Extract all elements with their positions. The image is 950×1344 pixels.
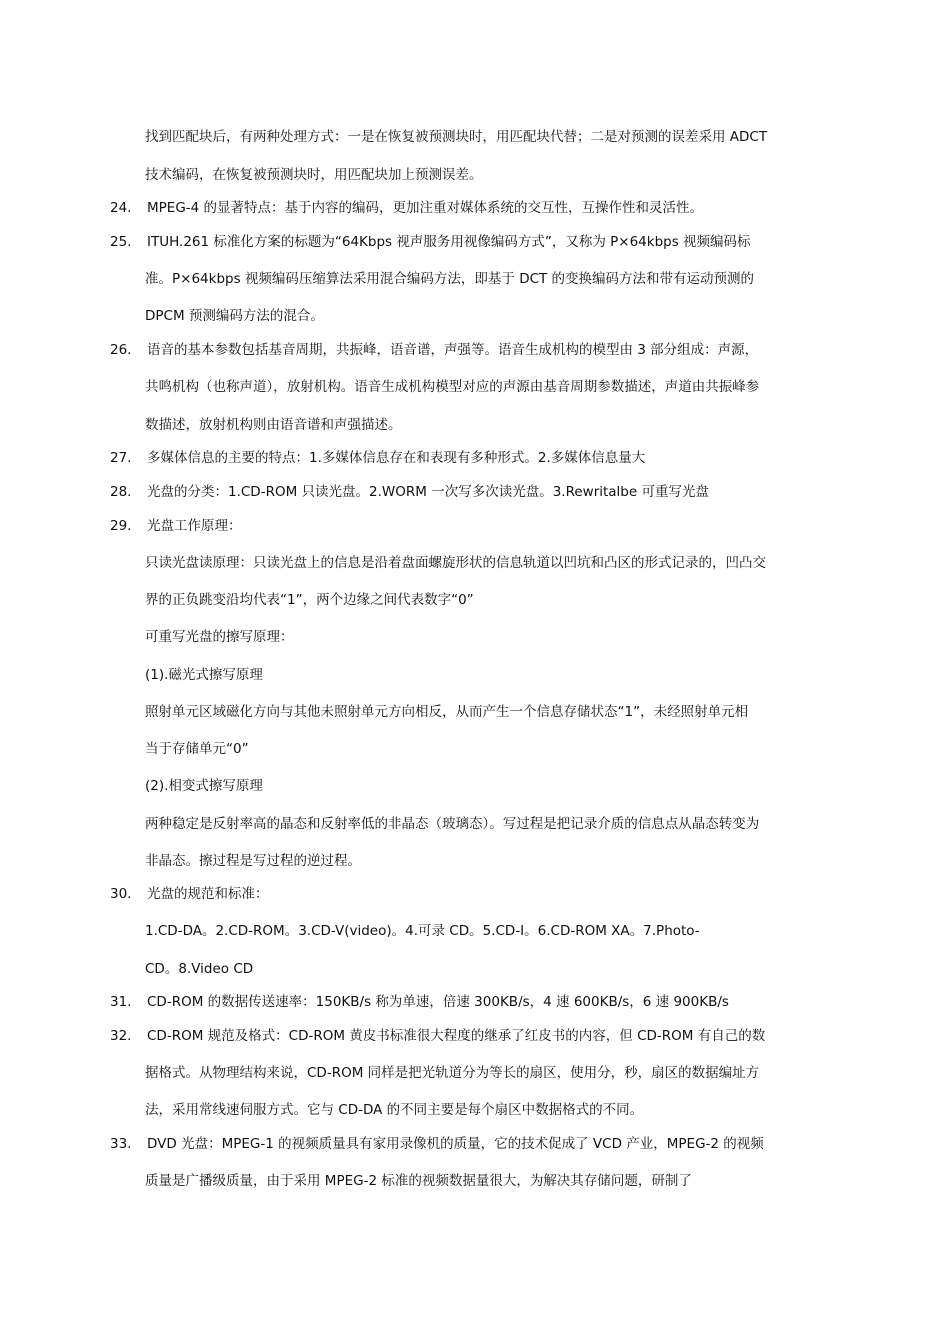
paragraph-line: 找到匹配块后，有两种处理方式：一是在恢复被预测块时，用匹配块代替；二是对预测的误差采用 ADCT [145, 129, 768, 145]
item-number: 30. [110, 886, 132, 902]
paragraph-line: 只读光盘读原理：只读光盘上的信息是沿着盘面螺旋形状的信息轨道以凹坑和凸区的形式记录的，凹凸交 [145, 555, 766, 571]
paragraph-line: CD。8.Video CD [145, 961, 254, 977]
item-number: 32. [110, 1028, 132, 1044]
item-number: 25. [110, 234, 132, 250]
paragraph-line: 界的正负跳变沿均代表“1”，两个边缘之间代表数字“0” [145, 592, 474, 608]
item-number: 31. [110, 994, 132, 1010]
item-number: 24. [110, 200, 132, 216]
paragraph-line: 准。P×64kbps 视频编码压缩算法采用混合编码方法，即基于 DCT 的变换编码方法和带有运动预测的 [145, 271, 755, 287]
item-number: 33. [110, 1136, 132, 1152]
paragraph-line: 可重写光盘的擦写原理： [145, 629, 294, 645]
paragraph-line: (2).相变式擦写原理 [145, 778, 263, 794]
paragraph-line: 质量是广播级质量，由于采用 MPEG-2 标准的视频数据量很大，为解决其存储问题，研制了 [145, 1173, 692, 1189]
paragraph-line: 技术编码，在恢复被预测块时，用匹配块加上预测误差。 [145, 167, 483, 183]
paragraph-line: 据格式。从物理结构来说，CD-ROM 同样是把光轨道分为等长的扇区，使用分，秒，扇区的数据编址方 [145, 1065, 760, 1081]
paragraph-line: 法，采用常线速伺服方式。它与 CD-DA 的不同主要是每个扇区中数据格式的不同。 [145, 1102, 644, 1118]
paragraph-line: 非晶态。擦过程是写过程的逆过程。 [145, 853, 361, 869]
paragraph-line: 数描述，放射机构则由语音谱和声强描述。 [145, 417, 402, 433]
item-number: 26. [110, 342, 132, 358]
paragraph-line: 1.CD-DA。2.CD-ROM。3.CD-V(video)。4.可录 CD。5.CD-I。6.CD-ROM XA。7.Photo- [145, 923, 700, 939]
paragraph-line: (1).磁光式擦写原理 [145, 667, 263, 683]
paragraph-line: 当于存储单元“0” [145, 741, 249, 757]
paragraph-line: 两种稳定是反射率高的晶态和反射率低的非晶态（玻璃态）。写过程是把记录介质的信息点从晶态转变为 [145, 816, 760, 832]
item-number: 27. [110, 450, 132, 466]
item-number: 29. [110, 518, 132, 534]
paragraph-line: 共鸣机构（也称声道），放射机构。语音生成机构模型对应的声源由基音周期参数描述，声道由共振峰参 [145, 379, 760, 395]
paragraph-line: DPCM 预测编码方法的混合。 [145, 308, 324, 324]
item-number: 28. [110, 484, 132, 500]
paragraph-line: 照射单元区域磁化方向与其他未照射单元方向相反，从而产生一个信息存储状态“1”，未经照射单元相 [145, 704, 749, 720]
